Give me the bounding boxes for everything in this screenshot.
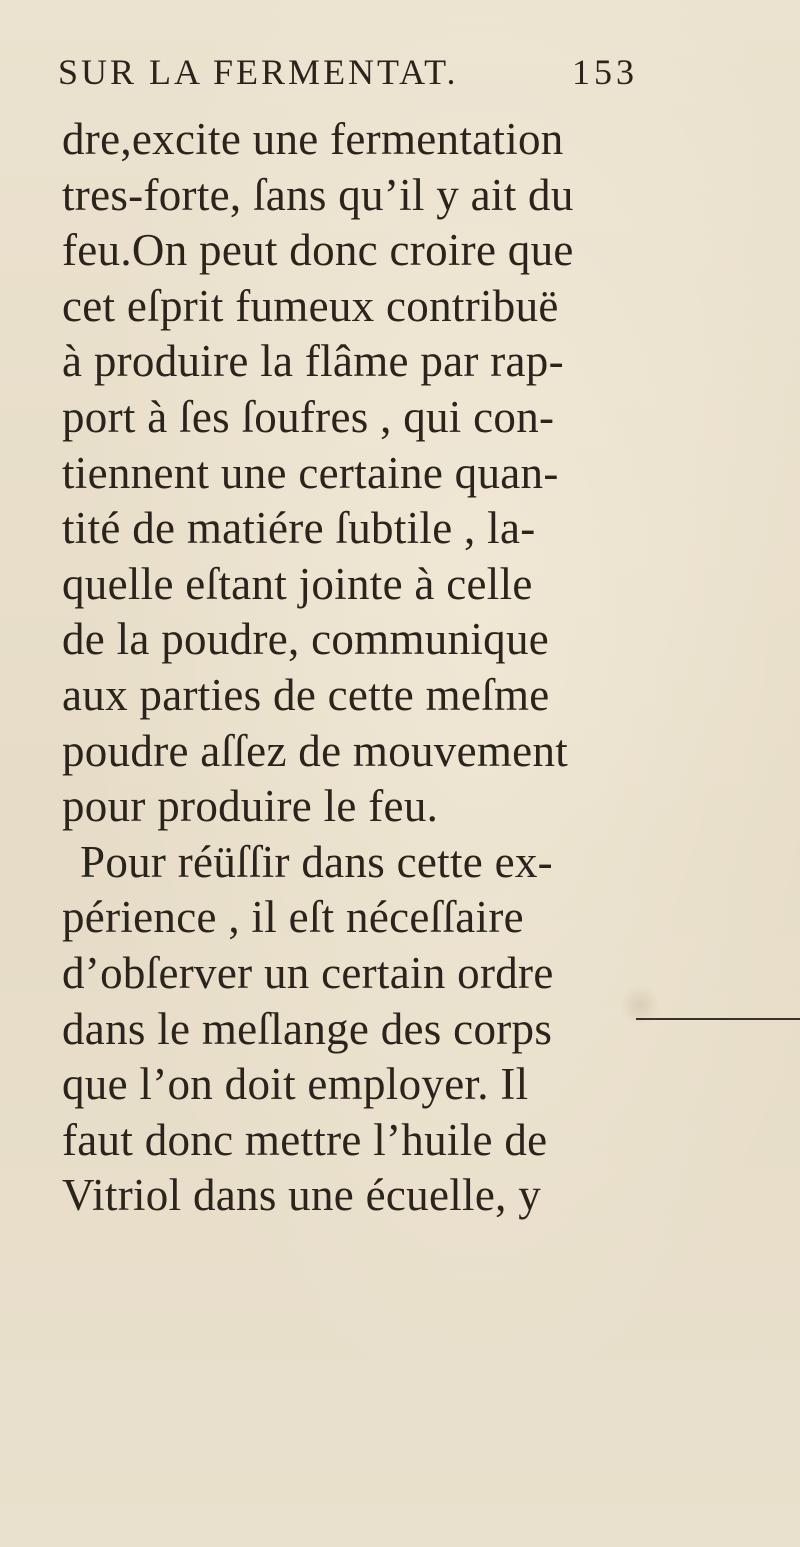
text-line: tité de matiére ſubtile , la- [62,503,536,554]
text-line: tres-forte, ſans qu’il y ait du [62,169,574,220]
text-line: aux parties de cette meſme [62,669,550,720]
text-line: feu.On peut donc croire que [62,225,574,276]
page-header [58,48,638,96]
paragraph-start-line: Pour réüſſir dans cette ex- [80,836,553,887]
margin-rule [636,1018,800,1020]
text-line: dre,excite une fermentation [62,114,564,164]
body-text [62,112,642,1224]
text-line: port à ſes ſoufres , qui con- [62,391,555,442]
text-line: tiennent une certaine quan- [62,447,559,498]
text-line: Vitriol dans une écuelle, y [62,1170,541,1221]
text-line: que l’on doit employer. Il [62,1059,529,1110]
text-line: à produire la flâme par rap- [62,336,564,387]
text-line: dans le meſlange des corps [62,1003,553,1054]
text-line: faut donc mettre l’huile de [62,1114,548,1165]
text-line: périence , il eſt néceſſaire [62,892,524,943]
text-line: poudre aſſez de mouvement [62,725,569,776]
text-line: quelle eſtant jointe à celle [62,558,533,609]
text-line: d’obſerver un certain ordre [62,947,554,998]
text-line: cet eſprit fumeux contribuë [62,280,559,331]
text-line: de la poudre, communique [62,614,550,665]
text-line: pour produire le feu. [62,781,439,832]
running-title: SUR LA FERMENTAT. [58,52,459,92]
page-number: 153 [572,52,638,92]
